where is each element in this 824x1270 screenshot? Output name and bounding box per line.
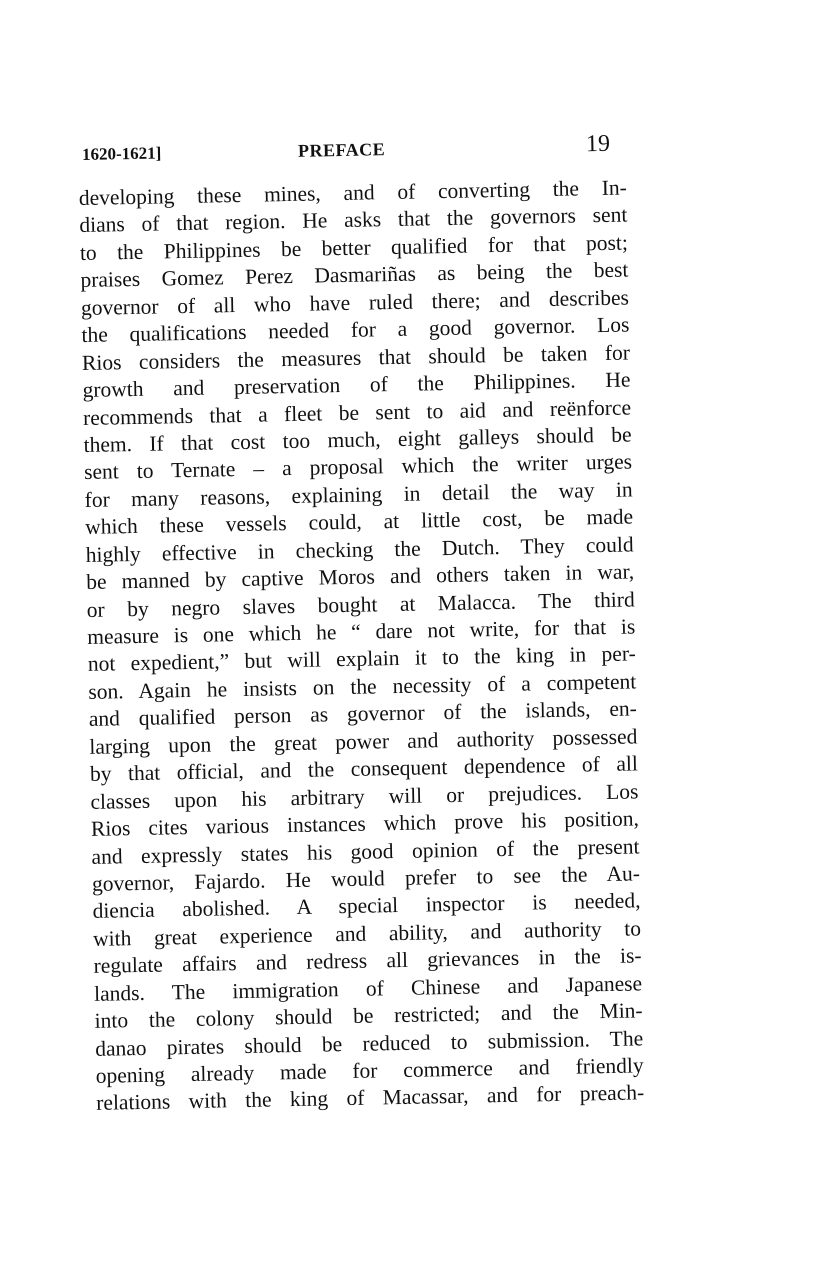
text-line: which these vessels could, at little cost, be made [84,504,634,540]
text-line: them. If that cost too much, eight galleys should be [83,422,632,457]
section-title: PREFACE [297,139,386,161]
text-line: growth and preservation of the Philippines. He [82,367,631,403]
text-line: governor of all who have ruled there; and describes [80,285,630,320]
text-line: sent to Ternate – a proposal which the writer urges [83,449,633,485]
text-line: for many reasons, explaining in detail the way in [84,477,633,512]
text-line: danao pirates should be reduced to submission. The [94,1025,644,1061]
text-line: larging upon the great power and authority possessed [89,724,638,759]
text-line: measure is one which he “ dare not write, for that is [87,614,636,649]
running-head-years: 1620-1621] [81,143,162,164]
text-line: lands. The immigration of Chinese and Japanese [93,971,643,1006]
text-line: opening already made for commerce and friendly [95,1053,644,1088]
text-line: son. Again he insists on the necessity of a competent [88,669,637,704]
text-line: diencia abolished. A special inspector is needed, [92,888,641,924]
text-line: Rios considers the measures that should be taken for [81,340,631,375]
text-line: regulate affairs and redress all grievances in the is- [93,943,642,979]
body-paragraph [79,175,645,1118]
text-line: praises Gomez Perez Dasmariñas as being the best [80,257,629,293]
text-line: the qualifications needed for a good governor. Los [81,312,630,348]
text-line: to the Philippines be better qualified for that post; [79,230,629,265]
text-line: or by negro slaves bought at Malacca. The third [86,586,635,622]
text-line: recommends that a fleet be sent to aid and reënforce [82,394,632,430]
page-number: 19 [585,130,611,158]
text-line: classes upon his arbitrary will or prejudices. Los [90,779,639,814]
text-line: with great experience and ability, and authority to [92,916,642,951]
text-line: be manned by captive Moros and others taken in war, [86,559,635,595]
text-line: and qualified person as governor of the islands, en- [88,696,638,732]
text-line: dians of that region. He asks that the governors sent [79,202,628,238]
text-line: into the colony should be restricted; and the Min- [94,998,643,1033]
text-line: not expedient,” but will explain it to the king in per- [87,641,636,677]
text-line: by that official, and the consequent dependence of all [89,751,639,787]
text-line: highly effective in checking the Dutch. They could [85,532,634,567]
text-line: and expressly states his good opinion of the present [91,833,640,869]
text-line: Rios cites various instances which prove his position, [90,806,640,841]
text-line: relations with the king of Macassar, and for preach- [96,1080,645,1116]
text-line: developing these mines, and of converting the In- [78,175,628,211]
text-line: governor, Fajardo. He would prefer to see the Au- [91,861,641,896]
page-header [81,130,622,173]
